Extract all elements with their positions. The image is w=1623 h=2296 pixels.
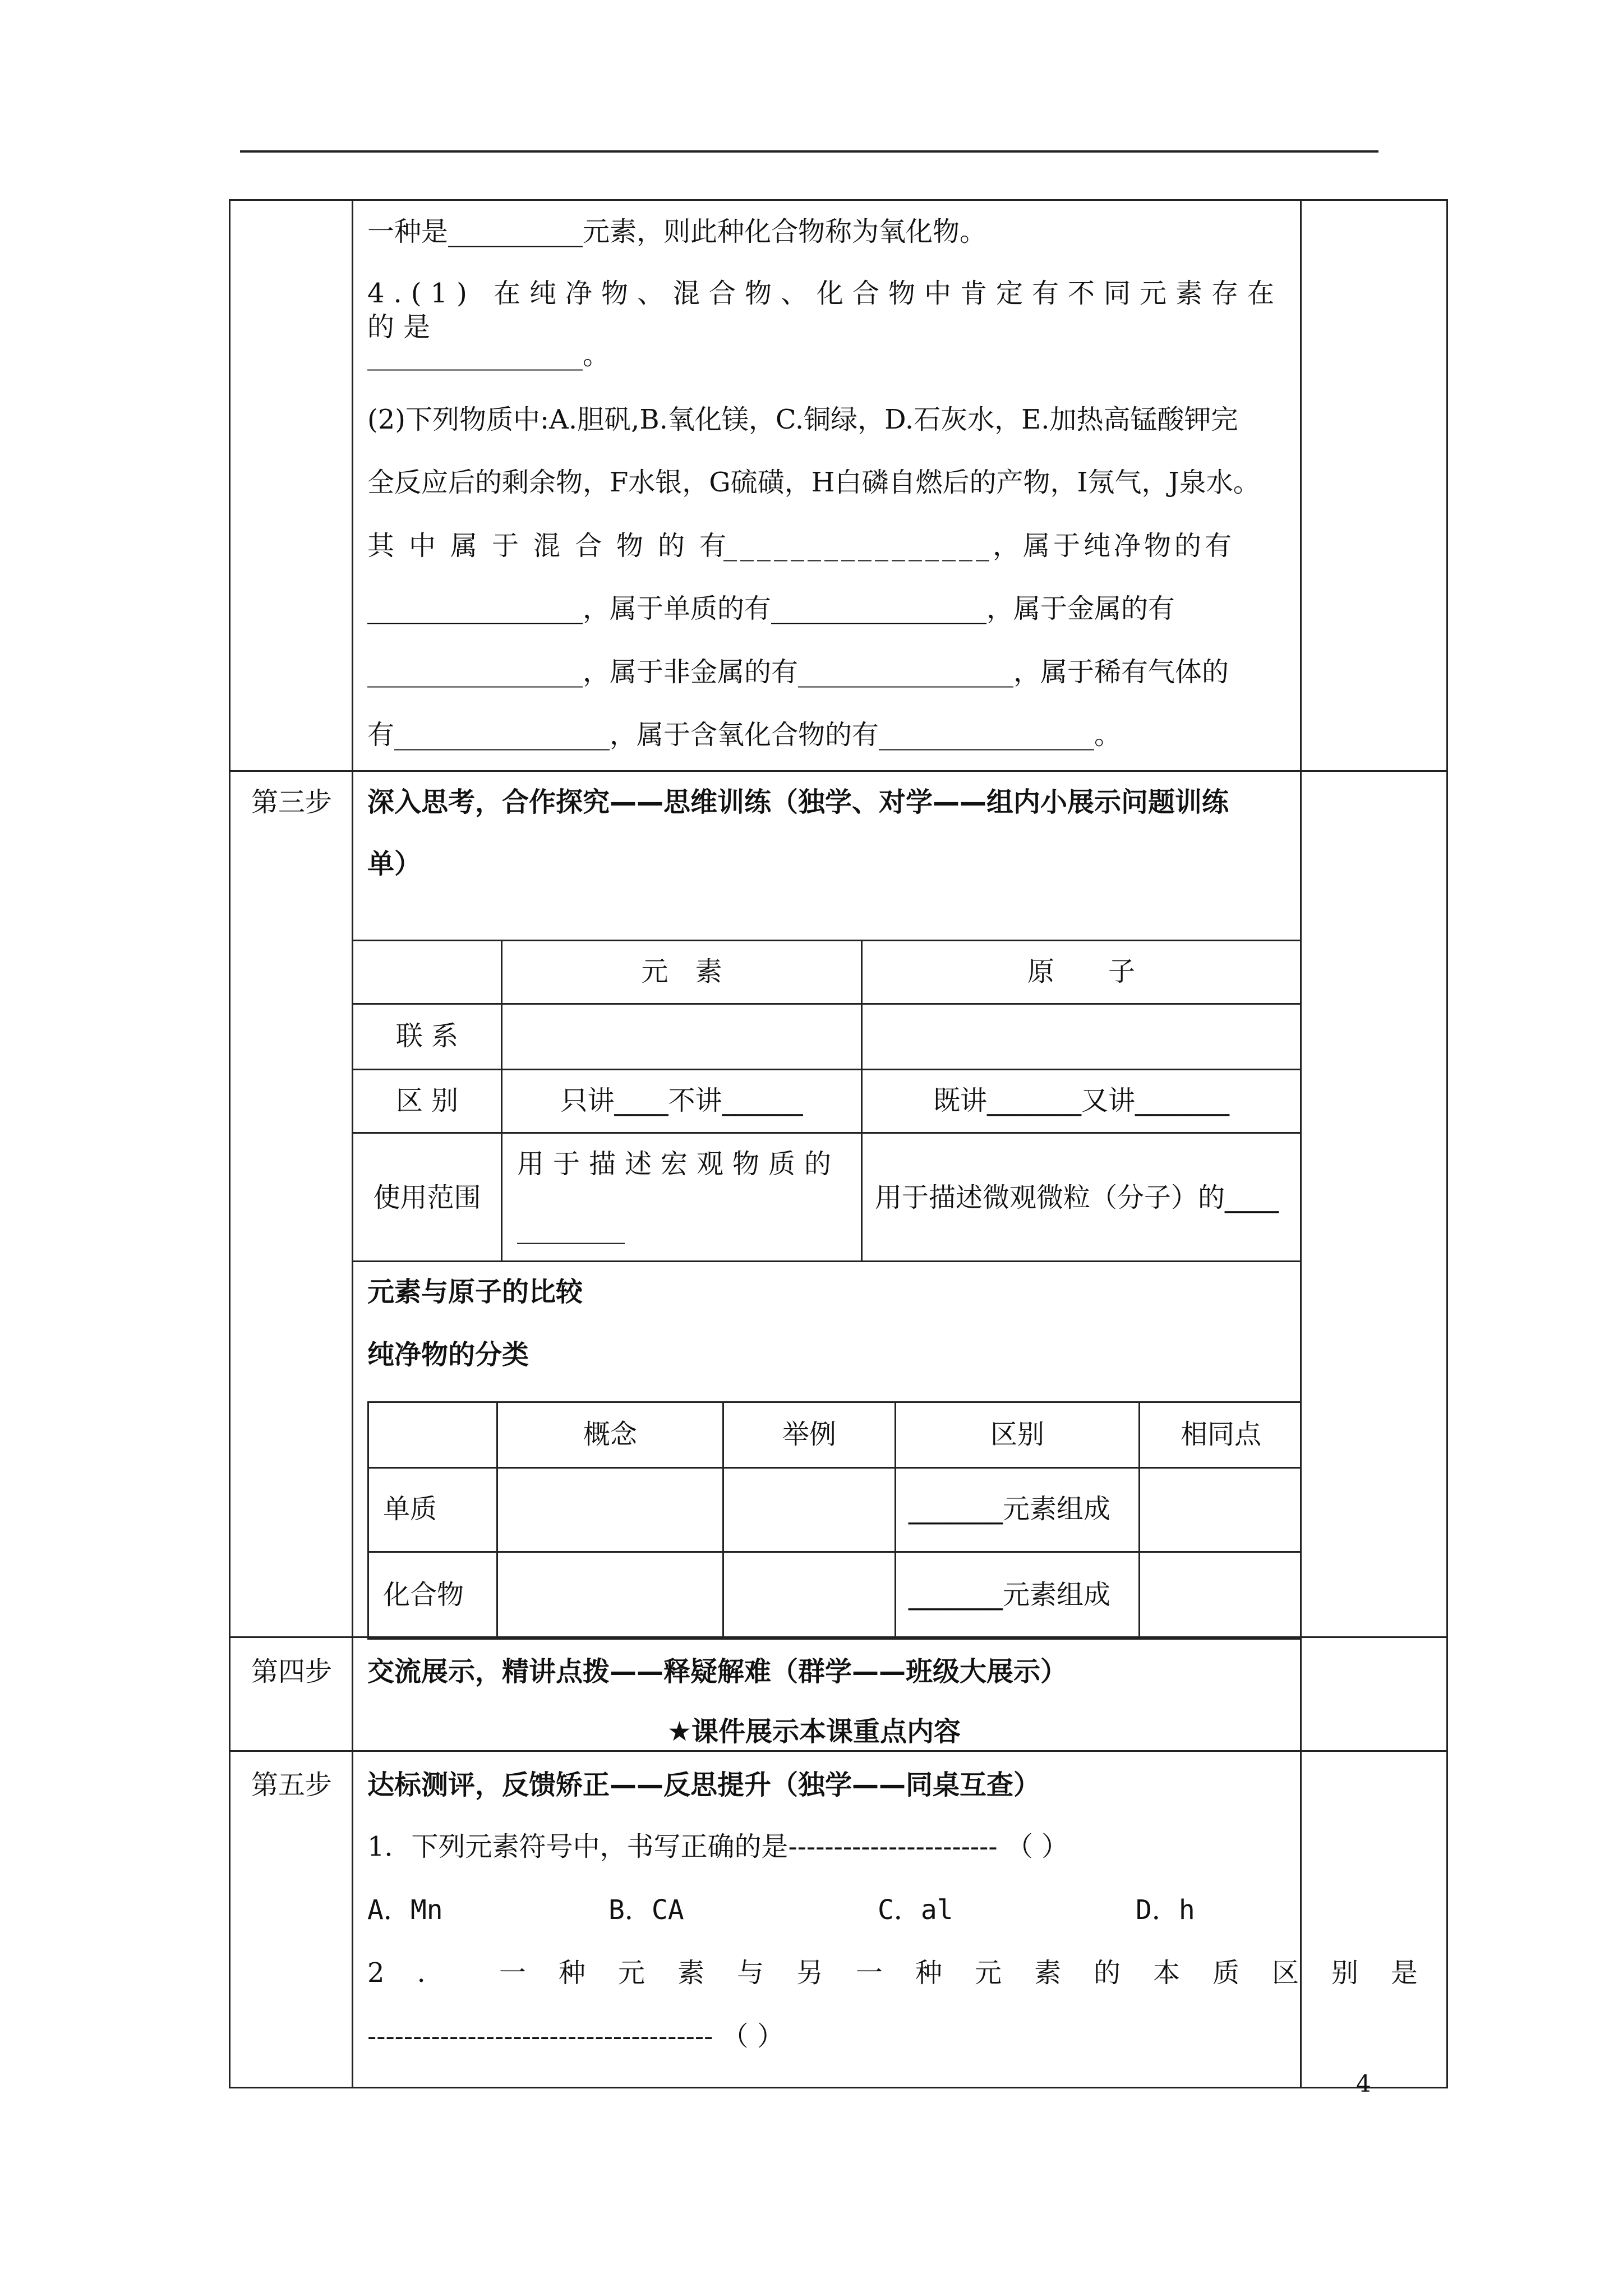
eat-header-element: 元 素 bbox=[641, 956, 722, 987]
step5-q1-option-b: B．CA bbox=[608, 1894, 684, 1926]
pst-header-concept: 概念 bbox=[583, 1419, 637, 1450]
eat-row-relation-label: 联 系 bbox=[395, 1020, 459, 1052]
page-number: 4 bbox=[1356, 2070, 1371, 2097]
s2-q4-1 bbox=[367, 277, 1287, 344]
s2-line1: 一种是__________元素，则此种化合物称为氧化物。 bbox=[367, 216, 987, 247]
eat-row1 bbox=[352, 1003, 1302, 1005]
step5-q1-option-c: C．al bbox=[878, 1894, 953, 1926]
s2-q4-2-line6: 有________________，属于含氧化合物的有________________。 bbox=[367, 719, 1122, 751]
eat-row3 bbox=[352, 1132, 1302, 1134]
row-divider-step3 bbox=[229, 770, 1448, 772]
eat-row-scope-element-l2: ________ bbox=[517, 1213, 625, 1244]
pure-caption: 纯净物的分类 bbox=[367, 1339, 529, 1370]
pst-header-example: 举例 bbox=[782, 1419, 836, 1450]
step3-title-line1: 深入思考，合作探究——思维训练（独学、对学——组内小展示问题训练 bbox=[367, 786, 1229, 818]
eat-row-diff-element: 只讲____不讲______ bbox=[560, 1085, 803, 1116]
eat-row-scope-element-l1: 用于描述宏观物质的 bbox=[517, 1148, 841, 1180]
step3-label: 第三步 bbox=[251, 786, 333, 818]
pst-row1 bbox=[367, 1467, 1302, 1469]
eat-row-diff-atom: 既讲_______又讲_______ bbox=[933, 1085, 1229, 1116]
s2-q4-2-line2: 全反应后的剩余物，F水银，G硫磺，H白磷自燃后的产物，I氖气，J泉水。 bbox=[367, 467, 1260, 498]
s2-q4-1-blank: ________________。 bbox=[367, 339, 610, 371]
s2-q4-2-line1: (2)下列物质中:A.胆矾,B.氧化镁，C.铜绿，D.石灰水，E.加热高锰酸钾完 bbox=[367, 404, 1238, 435]
s2-q4-1-text: 4.(1) 在纯净物、混合物、化合物中肯定有不同元素存在的是 bbox=[367, 278, 1284, 343]
step4-label: 第四步 bbox=[251, 1656, 333, 1687]
pst-header-diff: 区别 bbox=[990, 1419, 1044, 1450]
row-divider-step5 bbox=[229, 1750, 1448, 1752]
step5-q1-option-d: D．h bbox=[1136, 1894, 1195, 1926]
eat-header-atom: 原 子 bbox=[1027, 956, 1135, 987]
header-rule bbox=[240, 150, 1378, 153]
compare-caption: 元素与原子的比较 bbox=[367, 1276, 583, 1308]
step5-q2-line2: -------------------------------------- （ ） bbox=[367, 2021, 784, 2052]
eat-row-scope-atom: 用于描述微观微粒（分子）的____ bbox=[875, 1182, 1279, 1213]
step5-label: 第五步 bbox=[251, 1769, 333, 1801]
eat-row-scope-label: 使用范围 bbox=[373, 1182, 481, 1213]
s2-q4-2-line3b: ________________，属于纯净物的有 bbox=[723, 530, 1235, 562]
pst-header-common: 相同点 bbox=[1180, 1419, 1261, 1450]
step5-q1-option-a: A．Mn bbox=[367, 1894, 443, 1926]
eat-row-diff-label: 区 别 bbox=[395, 1085, 459, 1116]
s2-q4-2-line5: ________________，属于非金属的有________________，属于稀有气体的 bbox=[367, 656, 1229, 688]
eat-row2 bbox=[352, 1069, 1302, 1070]
pst-row-element-diff: _______元素组成 bbox=[909, 1493, 1111, 1525]
s2-q4-2-line3a: 其中属于混合物的有 bbox=[367, 530, 741, 562]
step4-title: 交流展示，精讲点拨——释疑解难（群学——班级大展示） bbox=[367, 1656, 1068, 1687]
pst-row-compound-label: 化合物 bbox=[383, 1579, 464, 1611]
pst-row-element-label: 单质 bbox=[383, 1493, 437, 1525]
pst-row2 bbox=[367, 1551, 1302, 1553]
step3-title-line2: 单） bbox=[367, 848, 422, 880]
step5-q2-line1: 2. 一种元素与另一种元素的本质区别是 bbox=[367, 1957, 1451, 1989]
pst-row-compound-diff: _______元素组成 bbox=[909, 1579, 1111, 1611]
step5-q1: 1．下列元素符号中，书写正确的是----------------------- （ ） bbox=[367, 1831, 1069, 1862]
s2-q4-2-line4: ________________，属于单质的有________________，属于金属的有 bbox=[367, 593, 1175, 624]
step5-title: 达标测评，反馈矫正——反思提升（独学——同桌互查） bbox=[367, 1769, 1041, 1801]
step4-subtitle: ★课件展示本课重点内容 bbox=[667, 1716, 961, 1747]
